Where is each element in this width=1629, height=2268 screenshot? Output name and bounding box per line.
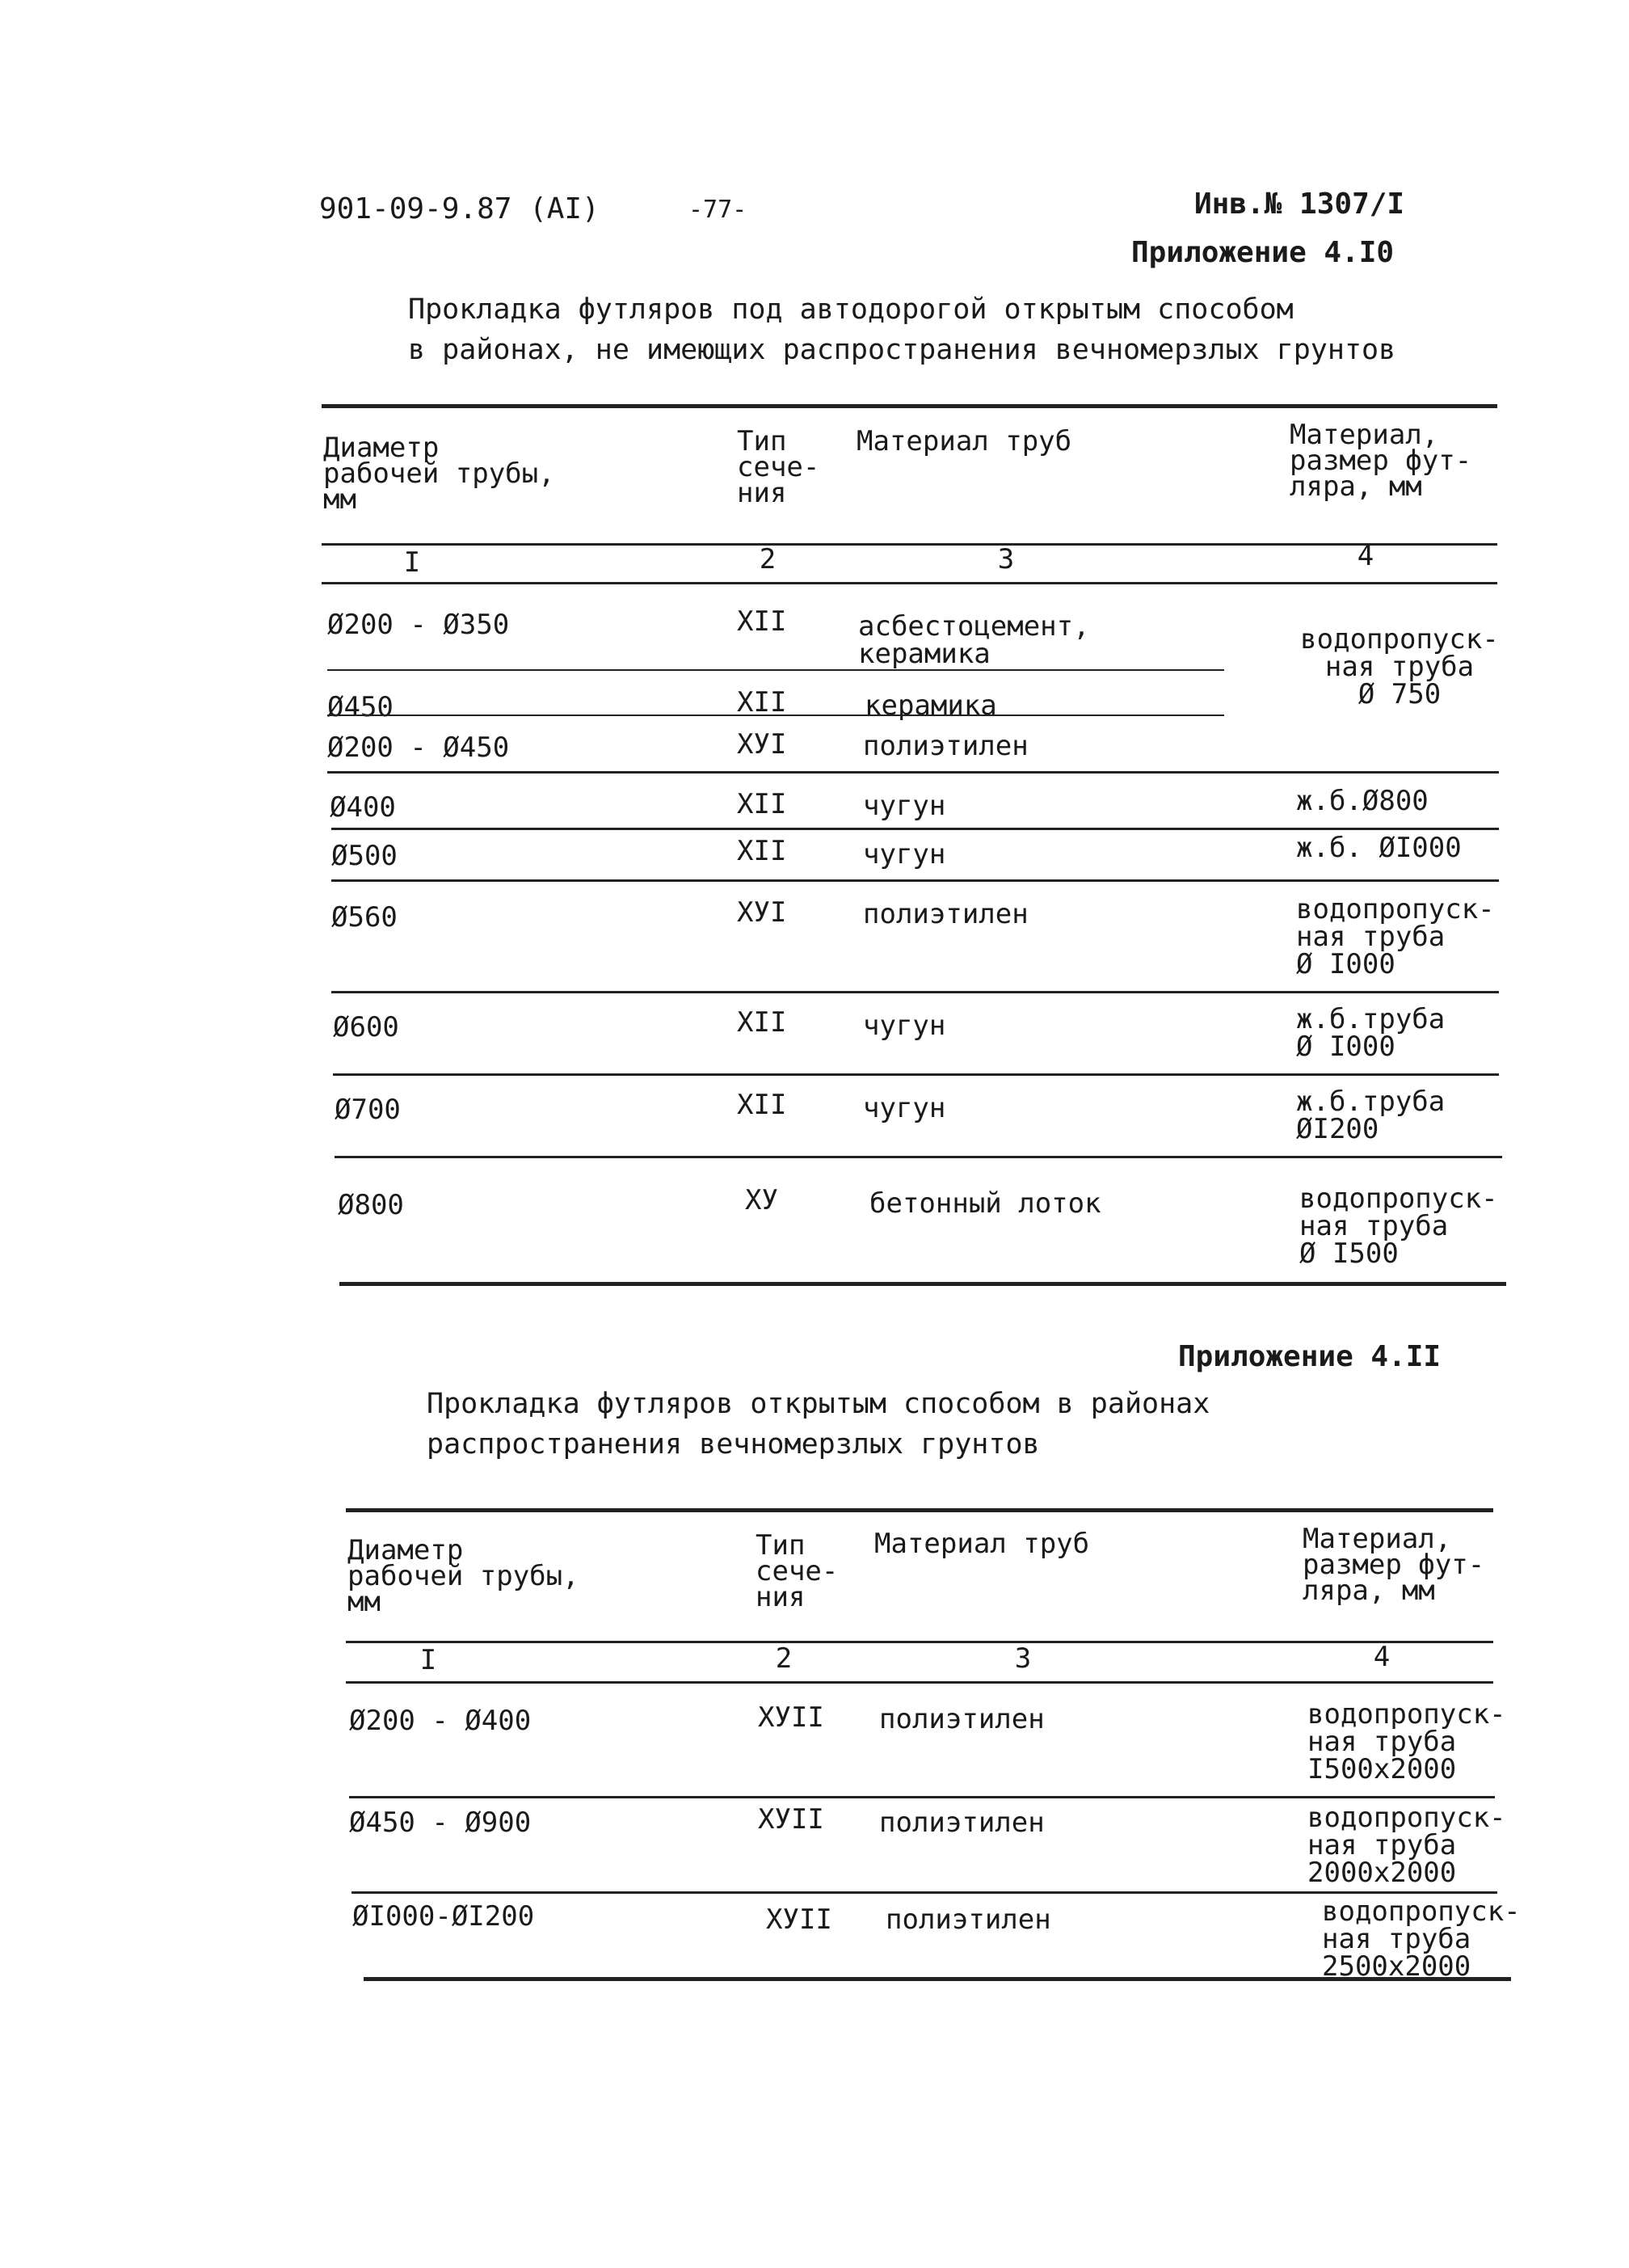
- column-header-casing: Материал, размер фут- ляра, мм: [1303, 1523, 1485, 1607]
- column-number: 3: [1014, 1642, 1032, 1675]
- column-header-casing: Материал, размер фут- ляра, мм: [1290, 419, 1472, 503]
- row-rule: [327, 669, 1224, 671]
- row-rule: [349, 1796, 1495, 1798]
- numbers-rule: [346, 1681, 1493, 1684]
- cell-type: ХII: [737, 686, 787, 719]
- cell-type: ХУ: [745, 1184, 778, 1216]
- row-rule: [333, 1073, 1499, 1076]
- cell-casing: водопропуск- ная труба 2500x2000: [1322, 1895, 1521, 1983]
- table-bottom-rule: [339, 1282, 1506, 1286]
- cell-material: полиэтилен: [863, 730, 1029, 762]
- cell-casing-group: водопропуск- ная труба Ø 750: [1300, 623, 1499, 710]
- cell-material: керамика: [865, 689, 997, 722]
- column-header-type: Тип сече- ния: [737, 425, 820, 509]
- cell-diameter: Ø450: [327, 691, 394, 723]
- column-header-material: Материал труб: [857, 425, 1072, 457]
- cell-diameter: Ø200 - Ø450: [327, 731, 510, 764]
- cell-casing: водопропуск- ная труба 2000x2000: [1307, 1802, 1506, 1889]
- cell-material: полиэтилен: [863, 898, 1029, 930]
- row-rule: [331, 828, 1499, 830]
- column-header-diameter: Диаметр рабочей трубы, мм: [347, 1534, 579, 1618]
- cell-type: ХУII: [758, 1803, 824, 1836]
- column-header-diameter: Диаметр рабочей трубы, мм: [323, 432, 555, 516]
- cell-casing: ж.б.труба Ø I000: [1296, 1003, 1446, 1063]
- row-rule: [335, 1156, 1502, 1158]
- cell-casing: водопропуск- ная труба Ø I000: [1296, 893, 1495, 980]
- cell-casing: водопропуск- ная труба Ø I500: [1299, 1182, 1498, 1270]
- cell-casing: водопропуск- ная труба I500x2000: [1307, 1698, 1506, 1785]
- table-top-rule: [346, 1508, 1493, 1512]
- cell-type: ХII: [737, 788, 787, 820]
- cell-material: асбестоцемент, керамика: [858, 610, 1090, 670]
- appendix-label: Приложение 4.II: [1178, 1340, 1442, 1373]
- table-top-rule: [322, 404, 1497, 408]
- page-number: -77-: [688, 196, 747, 224]
- document-code: 901-09-9.87 (AI): [319, 192, 600, 226]
- cell-diameter: Ø700: [335, 1094, 401, 1126]
- header-rule: [346, 1641, 1493, 1643]
- table-title: Прокладка футляров открытым способом в районах распространения вечномерзлых грунтов: [427, 1388, 1210, 1461]
- cell-diameter: Ø400: [330, 791, 396, 824]
- cell-material: полиэтилен: [886, 1903, 1051, 1936]
- cell-diameter: Ø200 - Ø350: [327, 609, 510, 641]
- cell-material: полиэтилен: [879, 1806, 1045, 1839]
- cell-diameter: Ø600: [333, 1011, 399, 1043]
- cell-diameter: Ø500: [331, 840, 398, 872]
- cell-type: ХУI: [737, 896, 787, 929]
- column-number: I: [419, 1644, 437, 1676]
- cell-diameter: Ø800: [338, 1189, 404, 1221]
- cell-diameter: Ø560: [331, 901, 398, 934]
- table-bottom-rule: [364, 1977, 1511, 1981]
- column-number: 2: [759, 543, 777, 575]
- cell-type: ХУII: [766, 1903, 832, 1936]
- cell-type: ХII: [737, 1089, 787, 1121]
- row-rule: [351, 1891, 1497, 1894]
- column-number: I: [403, 546, 421, 579]
- cell-material: чугун: [863, 790, 946, 822]
- column-number: 2: [775, 1642, 793, 1675]
- cell-material: бетонный лоток: [869, 1187, 1101, 1220]
- cell-type: ХУII: [758, 1701, 824, 1734]
- cell-type: ХII: [737, 1006, 787, 1039]
- header-rule: [322, 543, 1497, 546]
- column-number: 4: [1357, 540, 1374, 572]
- cell-type: ХII: [737, 835, 787, 867]
- row-rule: [327, 715, 1224, 716]
- column-header-material: Материал труб: [874, 1528, 1090, 1560]
- row-rule: [331, 879, 1499, 882]
- cell-casing: ж.б. ØI000: [1296, 832, 1462, 864]
- column-number: 4: [1373, 1641, 1391, 1673]
- row-rule: [331, 991, 1499, 993]
- cell-type: ХУI: [737, 728, 787, 761]
- inventory-number: Инв.№ 1307/I: [1194, 188, 1405, 221]
- column-header-type: Тип сече- ния: [756, 1529, 839, 1613]
- cell-diameter: Ø200 - Ø400: [349, 1705, 532, 1737]
- column-number: 3: [997, 543, 1015, 575]
- appendix-label: Приложение 4.I0: [1131, 236, 1395, 269]
- row-rule: [327, 771, 1499, 774]
- cell-casing: ж.б.труба ØI200: [1296, 1086, 1446, 1145]
- cell-material: чугун: [863, 838, 946, 871]
- numbers-rule: [322, 582, 1497, 584]
- cell-material: чугун: [863, 1010, 946, 1042]
- cell-diameter: Ø450 - Ø900: [349, 1806, 532, 1839]
- cell-diameter: ØI000-ØI200: [352, 1900, 535, 1933]
- cell-material: чугун: [863, 1092, 946, 1124]
- table-title: Прокладка футляров под автодорогой открытым способом в районах, не имеющих распространения вечномерзлых грунтов: [408, 293, 1396, 366]
- cell-casing: ж.б.Ø800: [1296, 785, 1429, 817]
- cell-type: ХII: [737, 605, 787, 638]
- cell-material: полиэтилен: [879, 1703, 1045, 1735]
